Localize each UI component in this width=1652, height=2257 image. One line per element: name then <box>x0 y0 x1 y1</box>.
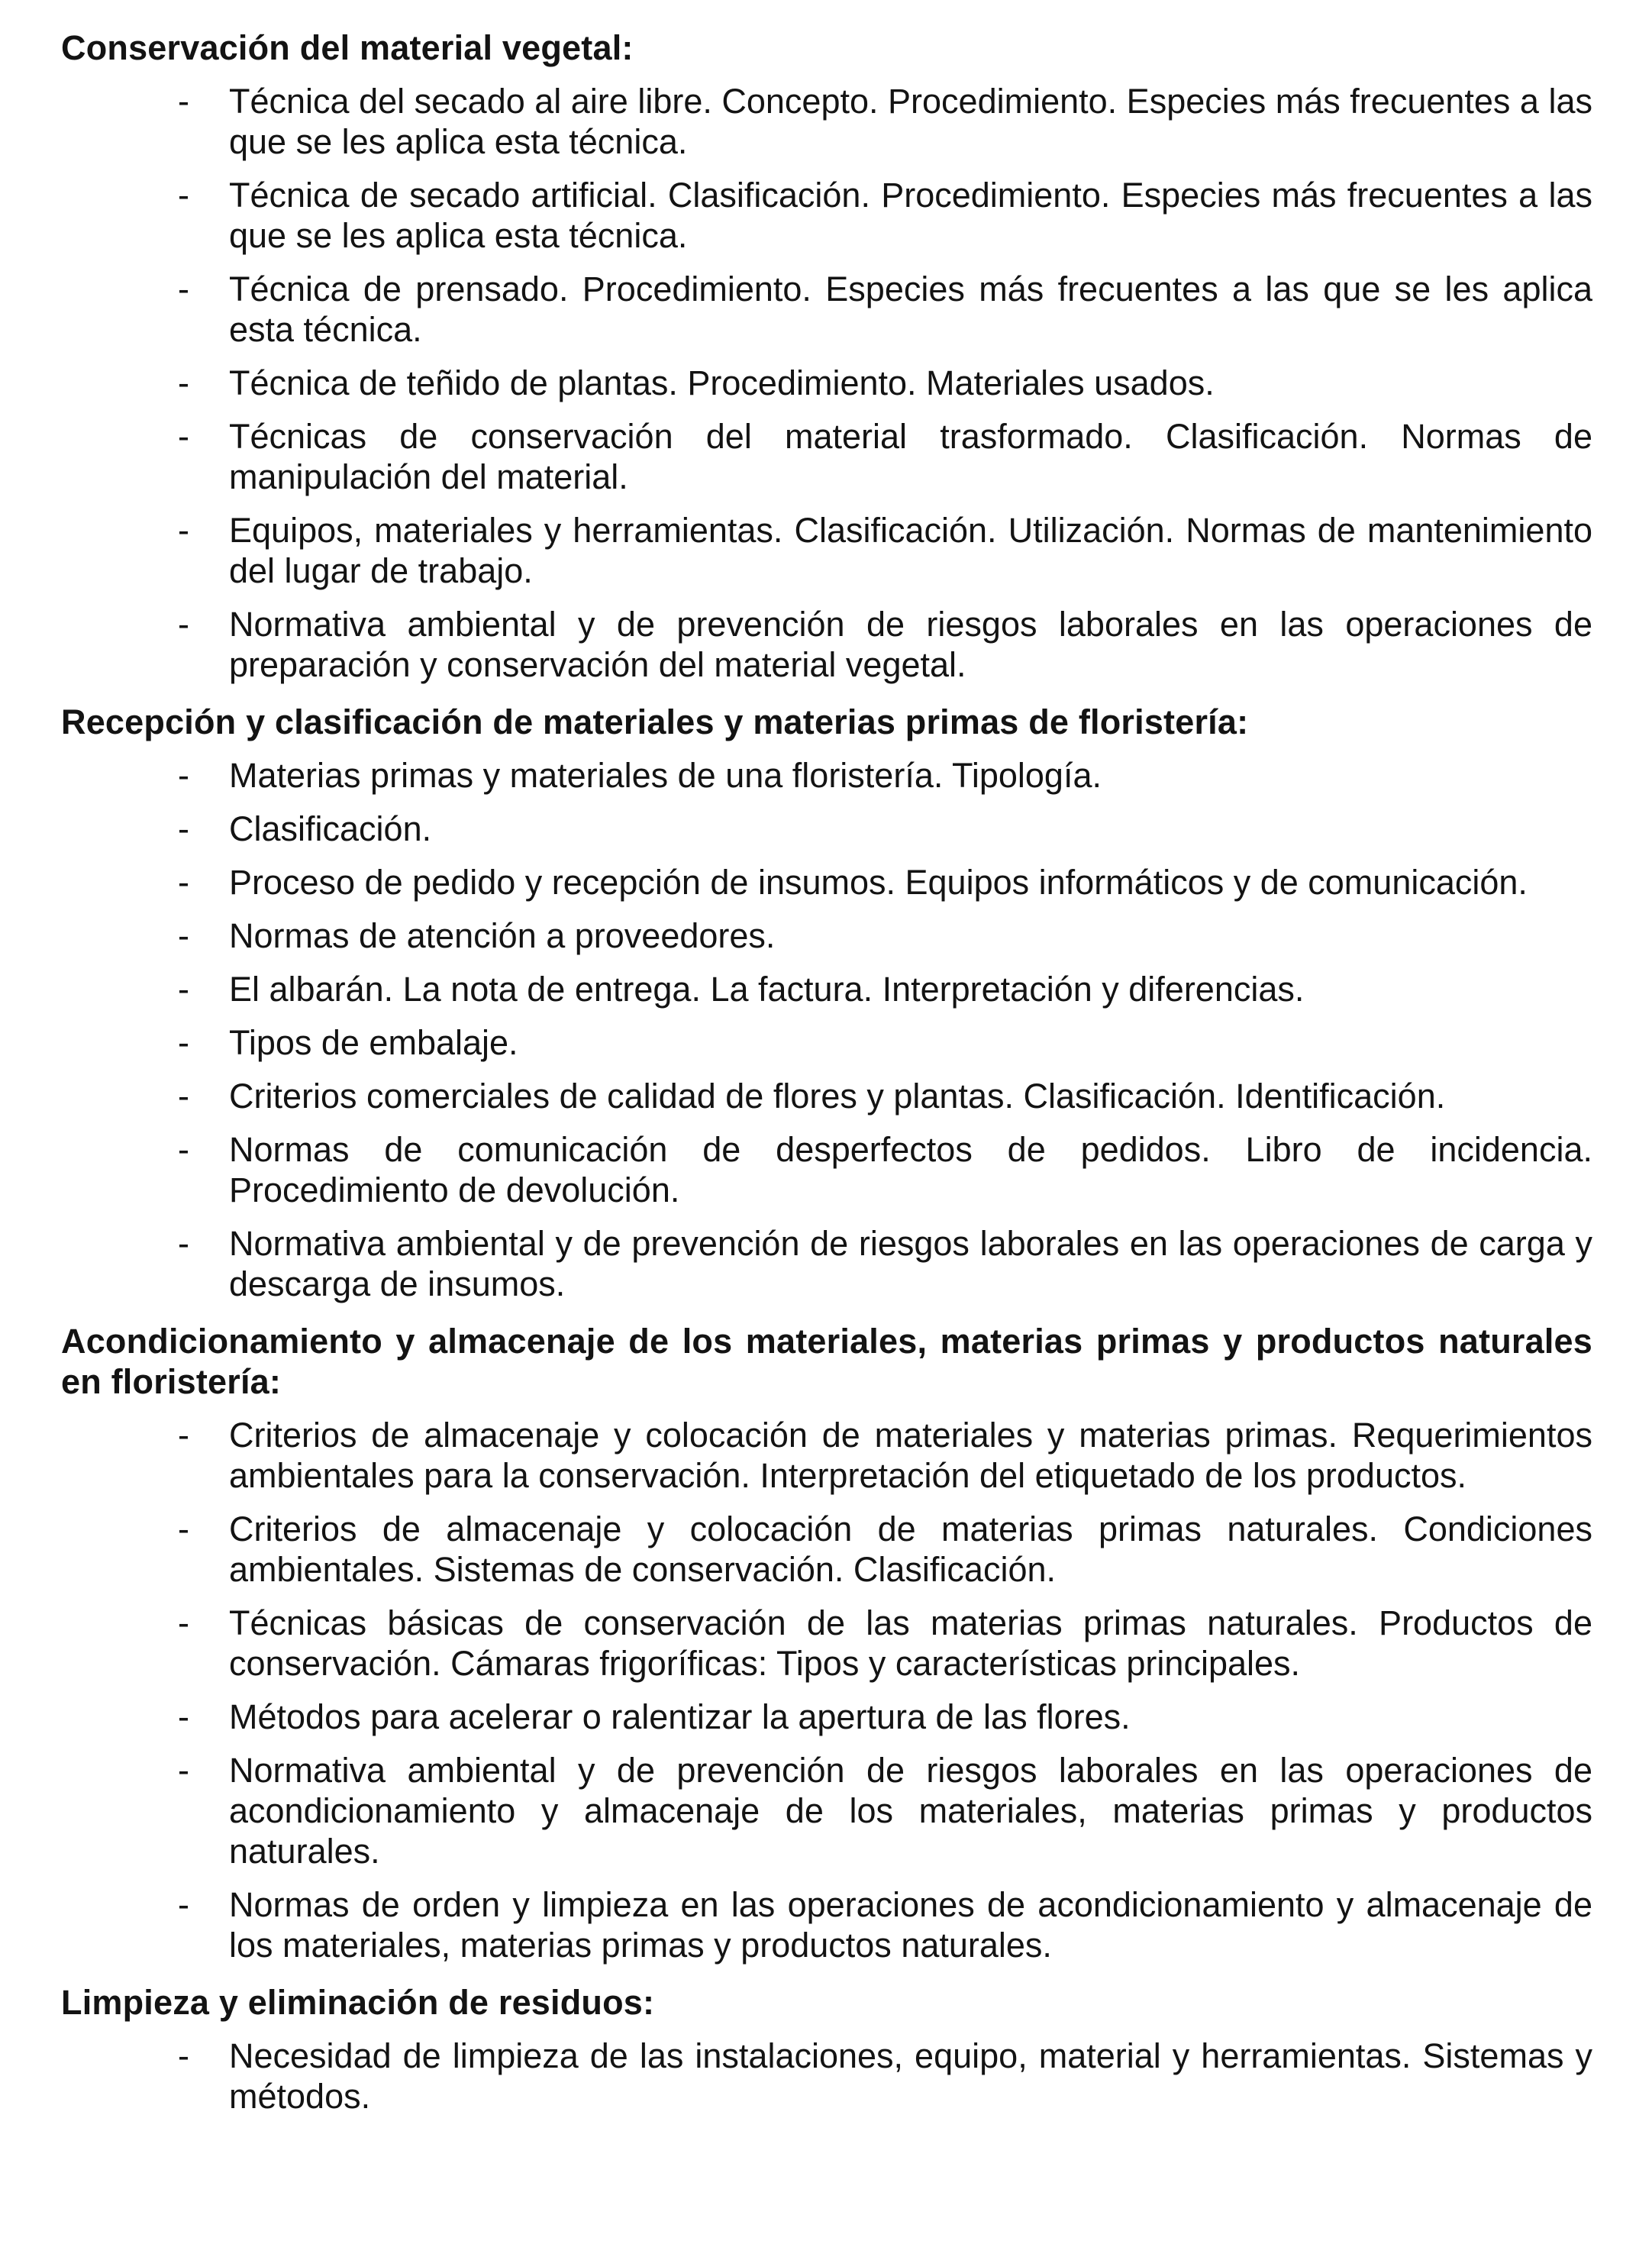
list-item <box>61 1076 1592 1116</box>
bullet-dash: - <box>178 1697 189 1736</box>
bullet-dash: - <box>178 970 189 1009</box>
bullet-dash: - <box>178 363 189 402</box>
bullet-dash: - <box>178 1023 189 1062</box>
list-item-text: Normas de orden y limpieza en las operaciones de acondicionamiento y almacenaje de los materiales, materias primas y productos naturales. <box>229 1885 1592 1965</box>
list-item <box>61 604 1592 685</box>
list-item <box>61 175 1592 256</box>
list-item-text: Métodos para acelerar o ralentizar la apertura de las flores. <box>229 1697 1131 1736</box>
bullet-list <box>61 2036 1592 2117</box>
list-item <box>61 1022 1592 1063</box>
list-item-text: Técnica de teñido de plantas. Procedimiento. Materiales usados. <box>229 363 1215 402</box>
bullet-dash: - <box>178 756 189 795</box>
list-item-text: Clasificación. <box>229 809 432 848</box>
list-item-text: Criterios de almacenaje y colocación de materias primas naturales. Condiciones ambientales. Sistemas de conservación. Clasificación. <box>229 1510 1592 1589</box>
section-limpieza <box>61 1982 1592 2117</box>
list-item-text: Normativa ambiental y de prevención de riesgos laborales en las operaciones de preparación y conservación del material vegetal. <box>229 605 1592 684</box>
list-item <box>61 915 1592 956</box>
bullet-dash: - <box>178 1077 189 1116</box>
list-item-text: Técnicas de conservación del material trasformado. Clasificación. Normas de manipulación del material. <box>229 417 1592 496</box>
list-item <box>61 1884 1592 1965</box>
list-item <box>61 1415 1592 1496</box>
list-item <box>61 416 1592 497</box>
list-item-text: Necesidad de limpieza de las instalaciones, equipo, material y herramientas. Sistemas y métodos. <box>229 2036 1592 2116</box>
list-item <box>61 1129 1592 1210</box>
list-item <box>61 1509 1592 1590</box>
section-heading: Acondicionamiento y almacenaje de los materiales, materias primas y productos naturales en floristería: <box>61 1322 1592 1401</box>
list-item-text: Normas de comunicación de desperfectos de pedidos. Libro de incidencia. Procedimiento de devolución. <box>229 1130 1592 1209</box>
section-recepcion <box>61 702 1592 1304</box>
bullet-dash: - <box>178 1416 189 1455</box>
list-item <box>61 1697 1592 1737</box>
list-item <box>61 269 1592 350</box>
section-heading: Conservación del material vegetal: <box>61 28 634 67</box>
list-item-text: El albarán. La nota de entrega. La factura. Interpretación y diferencias. <box>229 970 1305 1009</box>
list-item <box>61 1223 1592 1304</box>
bullet-dash: - <box>178 511 189 550</box>
bullet-dash: - <box>178 2036 189 2075</box>
list-item-text: Técnica del secado al aire libre. Concepto. Procedimiento. Especies más frecuentes a las que se les aplica esta técnica. <box>229 82 1592 161</box>
list-item-text: Normativa ambiental y de prevención de riesgos laborales en las operaciones de acondicionamiento y almacenaje de los materiales, materias primas y productos naturales. <box>229 1751 1592 1871</box>
bullet-list <box>61 755 1592 1304</box>
list-item <box>61 2036 1592 2117</box>
bullet-dash: - <box>178 417 189 456</box>
bullet-list <box>61 81 1592 685</box>
bullet-dash: - <box>178 1885 189 1924</box>
bullet-dash: - <box>178 1603 189 1642</box>
list-item <box>61 862 1592 902</box>
list-item <box>61 1750 1592 1871</box>
bullet-dash: - <box>178 1224 189 1263</box>
section-conservacion <box>61 27 1592 685</box>
list-item-text: Técnica de prensado. Procedimiento. Especies más frecuentes a las que se les aplica esta técnica. <box>229 270 1592 349</box>
list-item <box>61 809 1592 849</box>
list-item-text: Técnica de secado artificial. Clasificación. Procedimiento. Especies más frecuentes a las que se les aplica esta técnica. <box>229 176 1592 255</box>
bullet-dash: - <box>178 82 189 121</box>
bullet-dash: - <box>178 270 189 308</box>
list-item <box>61 755 1592 796</box>
list-item <box>61 1603 1592 1684</box>
list-item-text: Criterios comerciales de calidad de flores y plantas. Clasificación. Identificación. <box>229 1077 1446 1116</box>
bullet-list <box>61 1415 1592 1965</box>
bullet-dash: - <box>178 809 189 848</box>
bullet-dash: - <box>178 1510 189 1548</box>
section-heading: Recepción y clasificación de materiales y materias primas de floristería: <box>61 702 1249 741</box>
list-item-text: Materias primas y materiales de una floristería. Tipología. <box>229 756 1102 795</box>
list-item-text: Tipos de embalaje. <box>229 1023 518 1062</box>
list-item <box>61 969 1592 1009</box>
list-item-text: Equipos, materiales y herramientas. Clasificación. Utilización. Normas de mantenimiento del lugar de trabajo. <box>229 511 1592 590</box>
bullet-dash: - <box>178 605 189 644</box>
bullet-dash: - <box>178 176 189 215</box>
list-item-text: Normas de atención a proveedores. <box>229 916 776 955</box>
list-item-text: Técnicas básicas de conservación de las materias primas naturales. Productos de conservación. Cámaras frigoríficas: Tipos y características principales. <box>229 1603 1592 1683</box>
bullet-dash: - <box>178 863 189 902</box>
list-item-text: Normativa ambiental y de prevención de riesgos laborales en las operaciones de carga y descarga de insumos. <box>229 1224 1592 1303</box>
bullet-dash: - <box>178 1130 189 1169</box>
bullet-dash: - <box>178 916 189 955</box>
list-item <box>61 510 1592 591</box>
section-heading: Limpieza y eliminación de residuos: <box>61 1983 655 2022</box>
bullet-dash: - <box>178 1751 189 1790</box>
section-acondicionamiento <box>61 1321 1592 1965</box>
list-item-text: Proceso de pedido y recepción de insumos. Equipos informáticos y de comunicación. <box>229 863 1528 902</box>
list-item-text: Criterios de almacenaje y colocación de materiales y materias primas. Requerimientos ambientales para la conservación. Interpretación del etiquetado de los productos. <box>229 1416 1592 1495</box>
list-item <box>61 81 1592 162</box>
list-item <box>61 363 1592 403</box>
